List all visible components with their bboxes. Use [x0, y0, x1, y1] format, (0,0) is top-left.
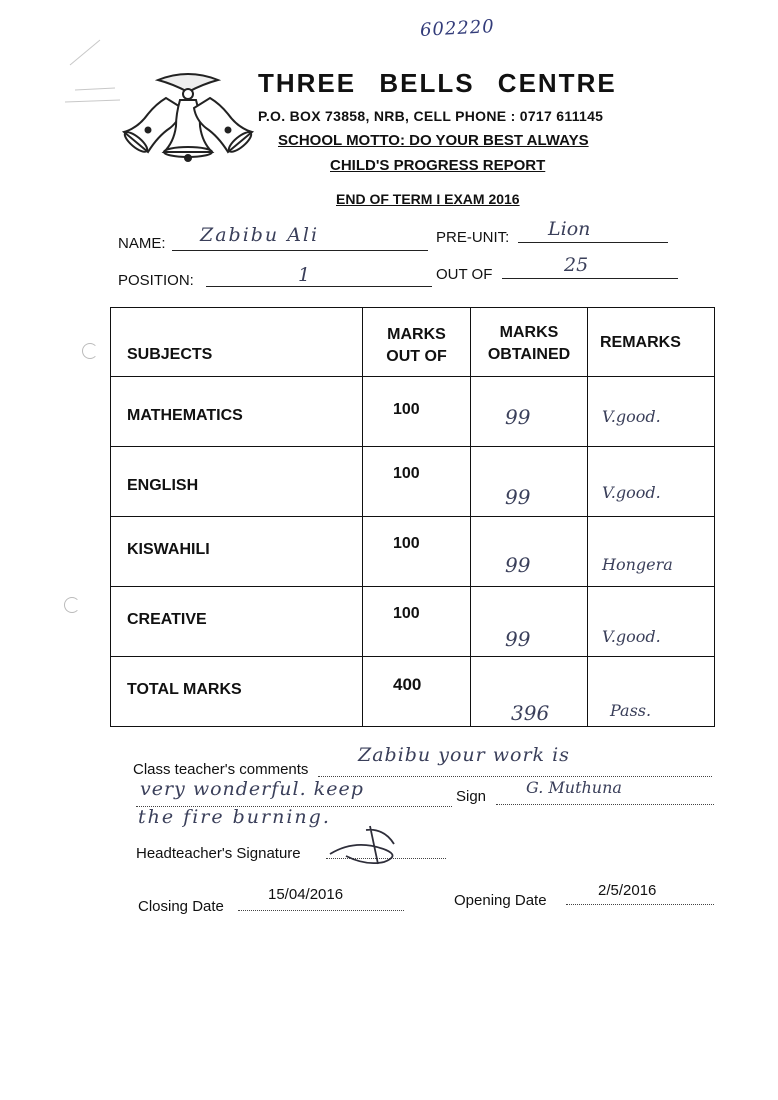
exam-title: END OF TERM I EXAM 2016: [336, 191, 520, 207]
headteacher-signature-label: Headteacher's Signature: [136, 845, 301, 862]
name-label: NAME:: [118, 235, 166, 252]
name-value: Zabibu Ali: [200, 224, 320, 246]
subject-name: TOTAL MARKS: [127, 681, 242, 698]
headteacher-signature-icon: [326, 820, 406, 868]
marks-out-of: 100: [393, 465, 420, 482]
table-row: [111, 447, 715, 517]
sign-label: Sign: [456, 788, 487, 805]
position-value: 1: [298, 264, 311, 286]
report-title: CHILD'S PROGRESS REPORT: [330, 157, 546, 174]
comment-line-2: very wonderful. keep: [136, 786, 452, 807]
comment-line-1: Zabibu your work is: [318, 756, 712, 777]
school-address: P.O. BOX 73858, NRB, CELL PHONE : 0717 611145: [258, 108, 604, 124]
subject-name: CREATIVE: [127, 611, 207, 628]
closing-date-label: Closing Date: [138, 898, 224, 915]
name-field: [172, 224, 428, 251]
opening-date-label: Opening Date: [454, 892, 547, 909]
reference-number: 602220: [419, 16, 496, 41]
subject-name: ENGLISH: [127, 477, 199, 494]
closing-date-value: 15/04/2016: [268, 886, 344, 903]
comment-line-3: the fire burning.: [138, 806, 331, 828]
marks-obtained: 396: [511, 701, 550, 725]
marks-obtained: 99: [505, 485, 531, 509]
table-row-total: [111, 657, 715, 727]
header-subjects: SUBJECTS: [111, 308, 363, 377]
header-remarks: REMARKS: [588, 308, 715, 377]
remark: V.good.: [602, 483, 661, 502]
out-of-value: 25: [564, 254, 589, 276]
teacher-comments-label: Class teacher's comments: [133, 761, 309, 778]
three-bells-logo: [118, 70, 258, 165]
position-field: [206, 266, 432, 287]
header-marks-out-of: MARKS OUT OF: [363, 308, 471, 377]
marks-out-of: 100: [393, 401, 420, 418]
position-label: POSITION:: [118, 272, 194, 289]
punch-hole-mark: [82, 343, 98, 359]
teacher-sign-field: G. Muthuna: [496, 784, 714, 805]
preunit-value: Lion: [548, 218, 591, 240]
subject-name: KISWAHILI: [127, 541, 210, 558]
marks-out-of: 100: [393, 605, 420, 622]
marks-obtained: 99: [505, 627, 531, 651]
marks-table: [110, 307, 715, 727]
table-row: [111, 517, 715, 587]
closing-date-field: [238, 886, 404, 911]
header-marks-obtained: MARKS OBTAINED: [471, 308, 588, 377]
school-motto: SCHOOL MOTTO: DO YOUR BEST ALWAYS: [278, 132, 589, 149]
remark: V.good.: [602, 627, 661, 646]
school-name: THREE BELLS CENTRE: [258, 68, 617, 98]
out-of-label: OUT OF: [436, 266, 493, 283]
opening-date-field: [566, 884, 714, 905]
marks-out-of: 100: [393, 535, 420, 552]
punch-hole-mark: [64, 597, 80, 613]
opening-date-value: 2/5/2016: [598, 882, 657, 899]
remark: V.good.: [602, 407, 661, 426]
remark: Pass.: [610, 701, 652, 720]
table-row: [111, 377, 715, 447]
marks-obtained: 99: [505, 405, 531, 429]
remark: Hongera: [602, 555, 673, 574]
table-header-row: [111, 308, 715, 377]
table-row: [111, 587, 715, 657]
subject-name: MATHEMATICS: [127, 407, 243, 424]
out-of-field: [502, 254, 678, 279]
marks-out-of: 400: [393, 675, 422, 694]
preunit-field: [518, 218, 668, 243]
preunit-label: PRE-UNIT:: [436, 229, 510, 246]
marks-obtained: 99: [505, 553, 531, 577]
